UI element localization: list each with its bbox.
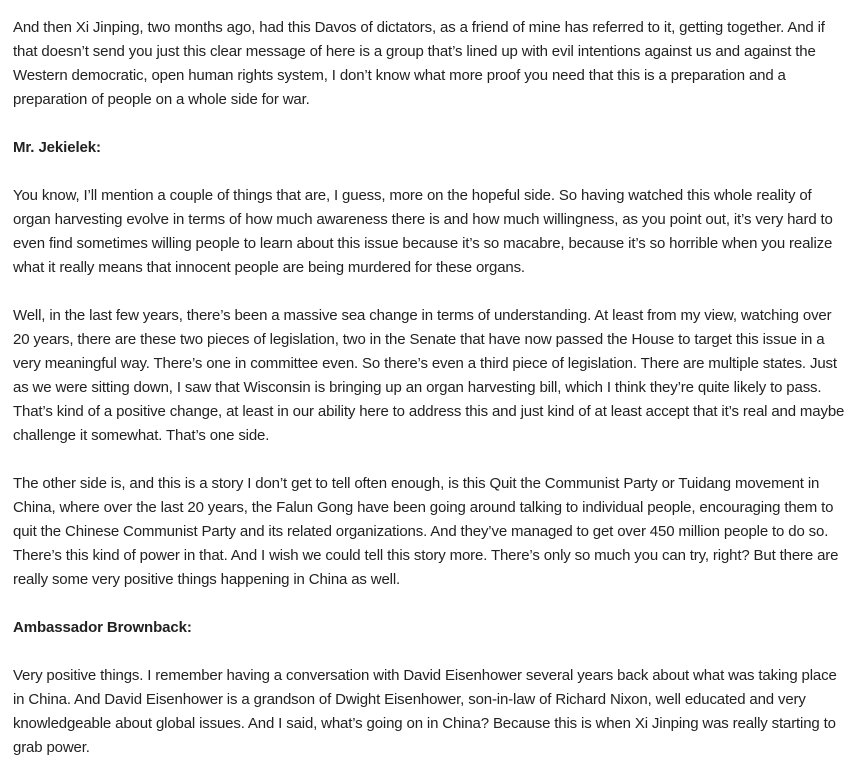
transcript-article	[13, 16, 851, 784]
transcript-paragraph: You know, I’ll mention a couple of things that are, I guess, more on the hopeful side. So having watched this whole reality of organ harvesting evolve in terms of how much awareness there is and how much willingness, as you point out, it’s very hard to even find sometimes willing people to learn about this issue because it’s so macabre, because it’s so horrible when you realize what it really means that innocent people are being murdered for these organs.	[13, 187, 833, 276]
speaker-label: Ambassador Brownback:	[13, 619, 192, 636]
transcript-paragraph: Very positive things. I remember having a conversation with David Eisenhower several years back about what was taking place in China. And David Eisenhower is a grandson of Dwight Eisenhower, son-in-law of Richard Nixon, well educated and very knowledgeable about global issues. And I said, what’s going on in China? Because this is when Xi Jinping was really starting to grab power.	[13, 667, 837, 756]
speaker-label: Mr. Jekielek:	[13, 139, 101, 156]
transcript-paragraph: Well, in the last few years, there’s been a massive sea change in terms of understanding. At least from my view, watching over 20 years, there are these two pieces of legislation, two in the Senate that have now passed the House to target this issue in a very meaningful way. There’s one in committee even. So there’s even a third piece of legislation. There are multiple states. Just as we were sitting down, I saw that Wisconsin is bringing up an organ harvesting bill, which I think they’re quite likely to pass. That’s kind of a positive change, at least in our ability here to address this and just kind of at least accept that it’s real and maybe challenge it somewhat. That’s one side.	[13, 307, 845, 444]
transcript-paragraph: The other side is, and this is a story I don’t get to tell often enough, is this Quit the Communist Party or Tuidang movement in China, where over the last 20 years, the Falun Gong have been going around talking to individual people, encouraging them to quit the Chinese Communist Party and its related organizations. And they’ve managed to get over 450 million people to do so. There’s this kind of power in that. And I wish we could tell this story more. There’s only so much you can try, right? But there are really some very positive things happening in China as well.	[13, 475, 839, 588]
transcript-paragraph: And then Xi Jinping, two months ago, had this Davos of dictators, as a friend of mine has referred to it, getting together. And if that doesn’t send you just this clear message of here is a group that’s lined up with evil intentions against us and against the Western democratic, open human rights system, I don’t know what more proof you need that this is a preparation and a preparation of people on a whole side for war.	[13, 19, 825, 108]
